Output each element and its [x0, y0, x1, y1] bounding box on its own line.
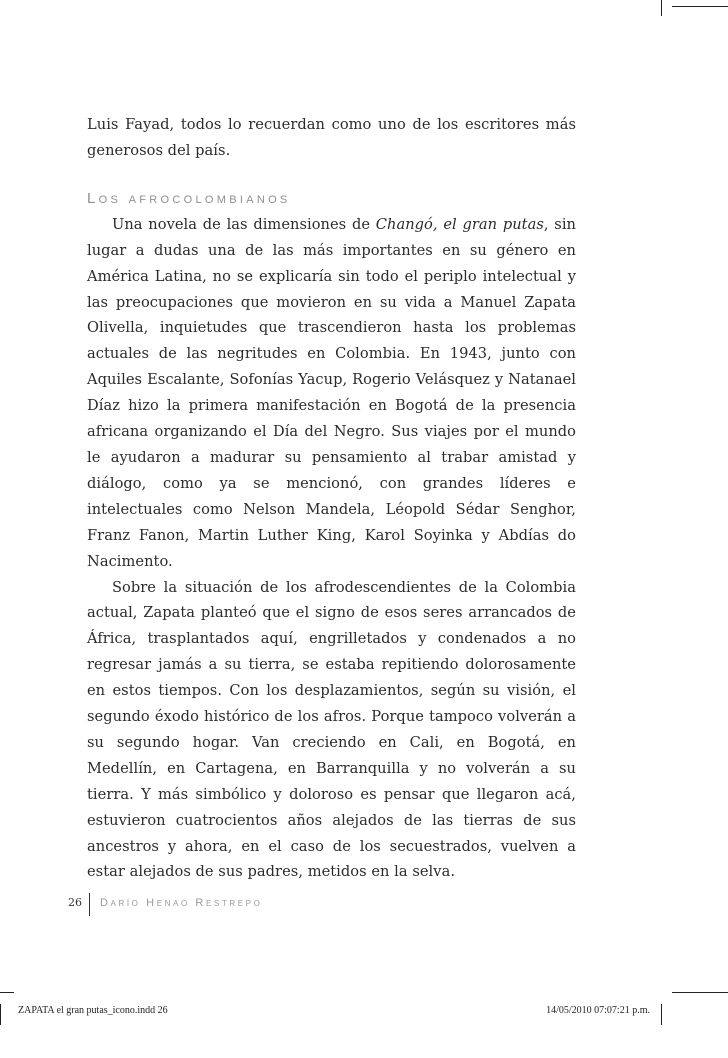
- crop-mark-top-right-v: [661, 0, 662, 16]
- footer-divider: [89, 893, 90, 916]
- continued-paragraph: Luis Fayad, todos lo recuerdan como uno de los escritores más generosos del país.: [87, 116, 576, 159]
- section-heading: Los afrocolombianos: [87, 189, 291, 207]
- crop-mark-bottom-left-v: [0, 1004, 1, 1025]
- text-column: [87, 112, 576, 885]
- body-paragraph-1: [87, 212, 576, 575]
- novel-title: Changó, el gran putas: [375, 215, 544, 233]
- running-author: Darío Henao Restrepo: [100, 897, 263, 909]
- crop-mark-bottom-right-v: [661, 1004, 662, 1025]
- slug-timestamp: 14/05/2010 07:07:21 p.m.: [546, 1005, 650, 1016]
- paragraph-1-start: Una novela de las dimensiones de: [112, 215, 376, 233]
- page-footer: [0, 890, 400, 920]
- slug-filename: ZAPATA el gran putas_icono.indd 26: [18, 1005, 168, 1016]
- crop-mark-bottom-right-h: [672, 992, 728, 993]
- paragraph-1-rest: , sin lugar a dudas una de las más importantes en su género en América Latina, no se explicaría sin todo el periplo intelectual y las preocupaciones que movieron en su vida a Manuel Zapata Olivella, inquietudes que trascendieron hasta los problemas actuales de las negritudes en Colombia. En 1943, junto con Aquiles Escalante, Sofonías Yacup, Rogerio Velásquez y Natanael Díaz hizo la primera manifestación en Bogotá de la presencia africana organizando el Día del Negro. Sus viajes por el mundo le ayudaron a madurar su pensamiento al trabar amistad y diálogo, como ya se mencionó, con grandes líderes e intelectuales como Nelson Mandela, Léopold Sédar Senghor, Franz Fanon, Martin Luther King, Karol Soyinka y Abdías do Nacimento.: [87, 215, 577, 570]
- body-paragraph-2: Sobre la situación de los afrodescendientes de la Colombia actual, Zapata planteó que el signo de esos seres arrancados de África, trasplantados aquí, engrilletados y condenados a no regresar jamás a su tierra, se estaba repitiendo dolorosamente en estos tiempos. Con los desplazamientos, según su visión, el segundo éxodo histórico de los afros. Porque tampoco volverán a su segundo hogar. Van creciendo en Cali, en Bogotá, en Medellín, en Cartagena, en Barranquilla y no volverán a su tierra. Y más simbólico y doloroso es pensar que llegaron acá, estuvieron cuatrocientos años alejados de las tierras de sus ancestros y ahora, en el caso de los secuestrados, vuelven a estar alejados de sus padres, metidos en la selva.: [87, 578, 576, 881]
- crop-mark-bottom-left-h: [0, 992, 14, 993]
- crop-mark-top-right-h: [672, 6, 728, 7]
- page-number: 26: [68, 896, 82, 909]
